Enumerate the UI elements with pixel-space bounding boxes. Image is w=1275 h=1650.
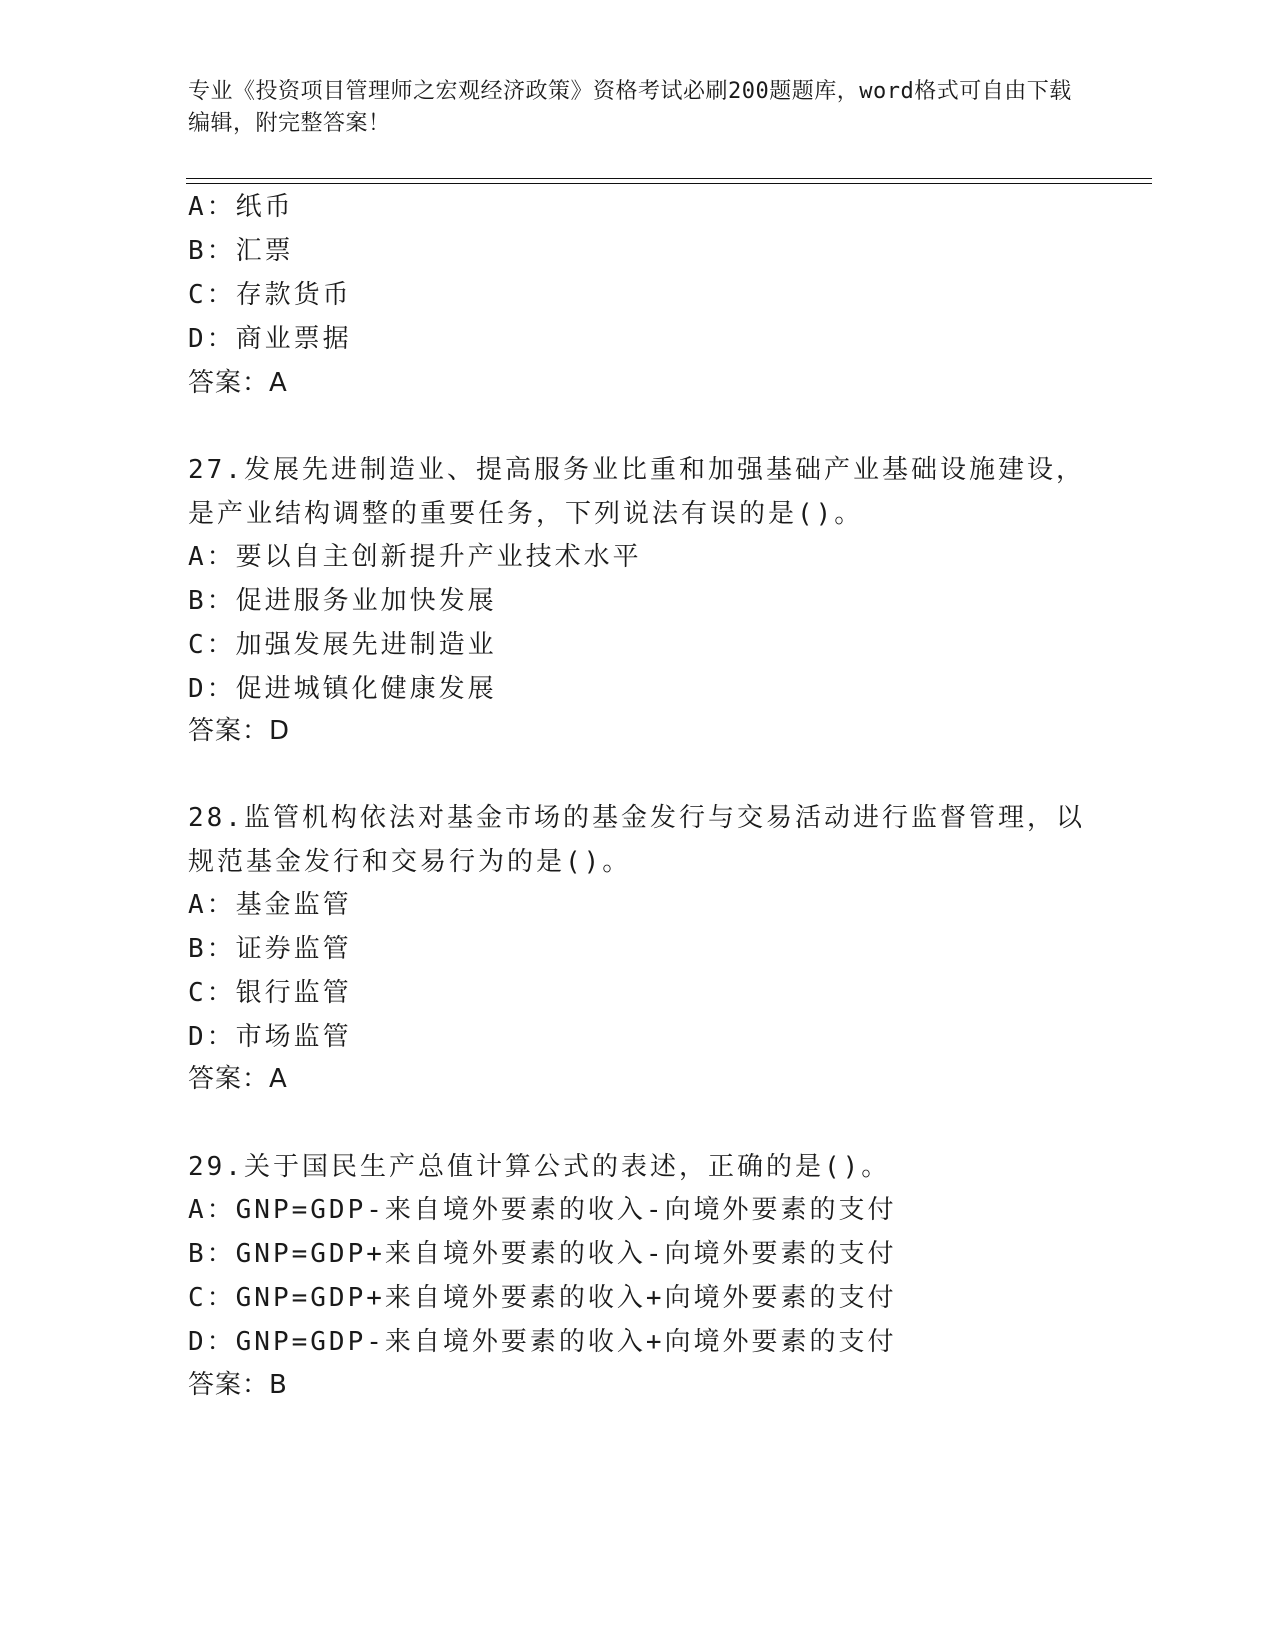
- q26-option-d: D：商业票据: [188, 324, 352, 354]
- header-divider-bottom: [186, 183, 1152, 184]
- q28-option-b: B：证券监管: [188, 934, 352, 964]
- q27-option-a: A：要以自主创新提升产业技术水平: [188, 542, 642, 572]
- page-header: 专业《投资项目管理师之宏观经济政策》资格考试必刷200题题库，word格式可自由下载编辑，附完整答案！: [188, 79, 1072, 136]
- q27-stem-line1: 27.发展先进制造业、提高服务业比重和加强基础产业基础设施建设，: [188, 455, 1085, 485]
- q27-option-b: B：促进服务业加快发展: [188, 586, 497, 616]
- q27-option-c: C：加强发展先进制造业: [188, 630, 497, 660]
- q28-answer: 答案：A: [188, 1064, 288, 1094]
- q28-option-c: C：银行监管: [188, 978, 352, 1008]
- q26-option-a: A：纸币: [188, 192, 294, 222]
- q26-option-b: B：汇票: [188, 236, 294, 266]
- q29-option-a: A：GNP=GDP-来自境外要素的收入-向境外要素的支付: [188, 1195, 897, 1225]
- q27-stem-line2: 是产业结构调整的重要任务，下列说法有误的是()。: [188, 499, 864, 529]
- q28-option-a: A：基金监管: [188, 890, 352, 920]
- header-divider-top: [186, 178, 1152, 179]
- q29-option-b: B：GNP=GDP+来自境外要素的收入-向境外要素的支付: [188, 1239, 897, 1269]
- q27-answer: 答案：D: [188, 716, 291, 746]
- q28-option-d: D：市场监管: [188, 1022, 352, 1052]
- q29-option-c: C：GNP=GDP+来自境外要素的收入+向境外要素的支付: [188, 1283, 897, 1313]
- q29-stem-line1: 29.关于国民生产总值计算公式的表述，正确的是()。: [188, 1152, 891, 1182]
- q29-answer: 答案：B: [188, 1370, 288, 1400]
- q26-answer: 答案：A: [188, 368, 288, 398]
- q28-stem-line2: 规范基金发行和交易行为的是()。: [188, 847, 632, 877]
- q29-option-d: D：GNP=GDP-来自境外要素的收入+向境外要素的支付: [188, 1327, 897, 1357]
- q26-option-c: C：存款货币: [188, 280, 352, 310]
- q27-option-d: D：促进城镇化健康发展: [188, 674, 497, 704]
- q28-stem-line1: 28.监管机构依法对基金市场的基金发行与交易活动进行监督管理，以: [188, 803, 1085, 833]
